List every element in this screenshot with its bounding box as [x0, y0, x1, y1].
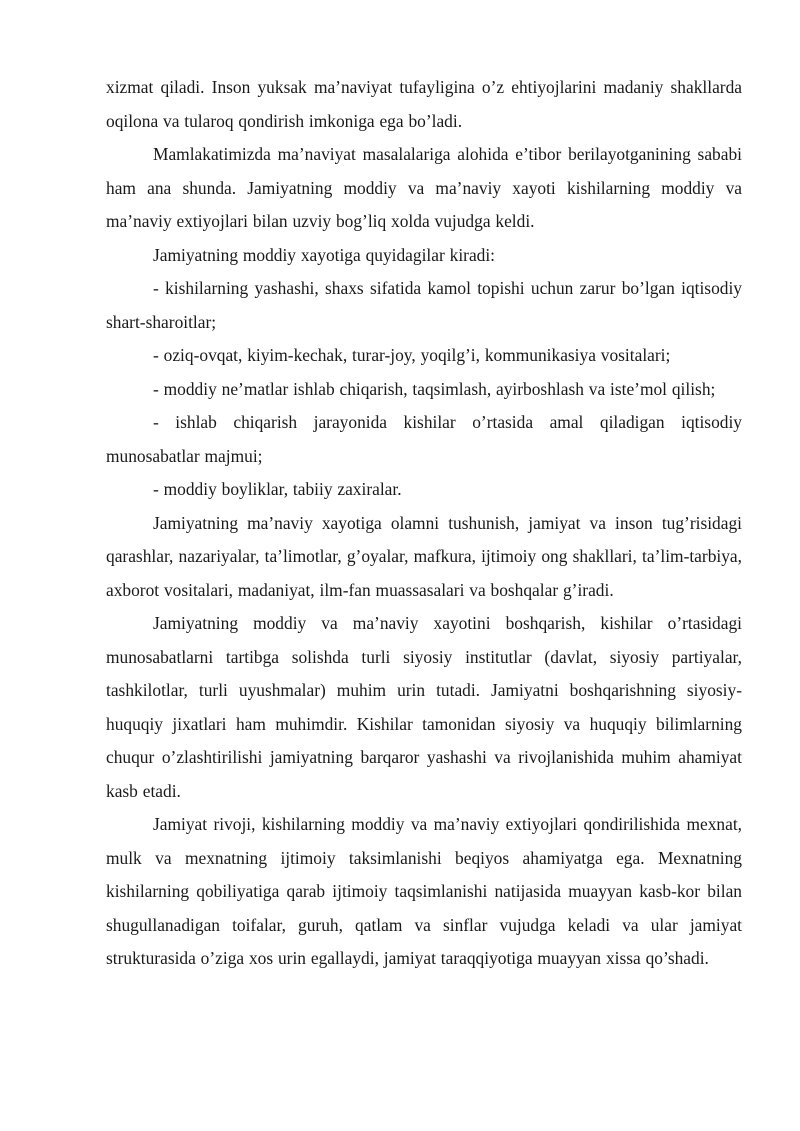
list-item-food-clothing: - oziq-ovqat, kiyim-kechak, turar-joy, yoqilg’i, kommunikasiya vositalari;: [153, 345, 671, 365]
paragraph-political-institutions: Jamiyatning moddiy va ma’naviy xayotini boshqarish, kishilar o’rtasidagi munosabatlarni tartibga solishda turli siyosiy institutlar (davlat, siyosiy partiyalar, tashkilotlar, turli uyushmalar) muhim urin tutadi. Jamiyatni boshqarishning siyosiy-huquqiy jixatlari ham muhimdir. Kishilar tamonidan siyosiy va huquqiy bilimlarning chuqur o’zlashtirilishi jamiyatning barqaror yashashi va rivojlanishida muhim ahamiyat kasb etadi.: [106, 613, 742, 801]
list-item-economic-conditions: - kishilarning yashashi, shaxs sifatida kamol topishi uchun zarur bo’lgan iqtisodiy shart-sharoitlar;: [106, 278, 742, 332]
list-item-natural-resources: - moddiy boyliklar, tabiiy zaxiralar.: [153, 479, 402, 499]
list-item-economic-relations: - ishlab chiqarish jarayonida kishilar o’rtasida amal qiladigan iqtisodiy munosabatlar majmui;: [106, 412, 742, 466]
paragraph-labor-division: Jamiyat rivoji, kishilarning moddiy va ma’naviy extiyojlari qondirilishida mexnat, mulk va mexnatning ijtimoiy taksimlanishi beqiyos ahamiyatga ega. Mexnatning kishilarning qobiliyatiga qarab ijtimoiy taqsimlanishi natijasida muayyan kasb-kor bilan shugullanadigan toifalar, guruh, qatlam va sinflar vujudga keladi va ular jamiyat strukturasida o’ziga xos urin egallaydi, jamiyat taraqqiyotiga muayyan xissa qo’shadi.: [106, 814, 742, 968]
paragraph-spiritual-attention: Mamlakatimizda ma’naviyat masalalariga alohida e’tibor berilayotganining sababi ham ana shunda. Jamiyatning moddiy va ma’naviy xayoti kishilarning moddiy va ma’naviy extiyojlari bilan uzviy bog’liq xolda vujudga keldi.: [106, 144, 742, 231]
paragraph-continuation: xizmat qiladi. Inson yuksak ma’naviyat tufayligina o’z ehtiyojlarini madaniy shakllarda oqilona va tularoq qondirish imkoniga ega bo’ladi.: [106, 77, 742, 131]
paragraph-material-life-intro: Jamiyatning moddiy xayotiga quyidagilar kiradi:: [153, 244, 496, 265]
list-item-production: - moddiy ne’matlar ishlab chiqarish, taqsimlash, ayirboshlash va iste’mol qilish;: [153, 378, 716, 399]
paragraph-spiritual-life: Jamiyatning ma’naviy xayotiga olamni tushunish, jamiyat va inson tug’risidagi qarashlar, nazariyalar, ta’limotlar, g’oyalar, mafkura, ijtimoiy ong shakllari, ta’lim-tarbiya, axborot vositalari, madaniyat, ilm-fan muassasalari va boshqalar g’iradi.: [106, 512, 742, 600]
body-text: [106, 71, 742, 976]
